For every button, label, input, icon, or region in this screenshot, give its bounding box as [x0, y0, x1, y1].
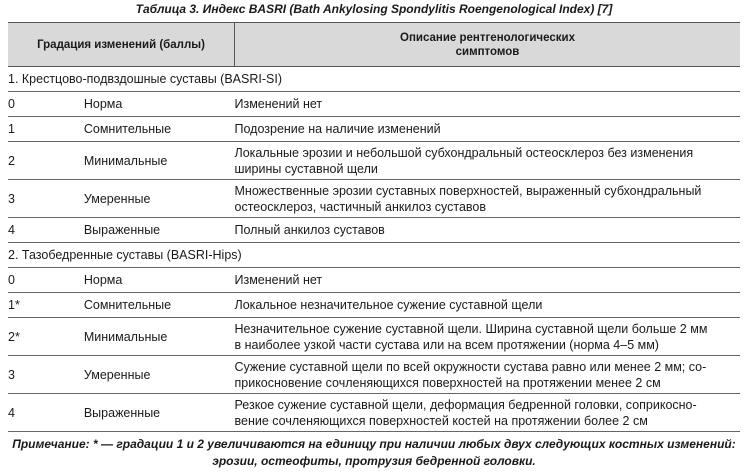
basri-table — [8, 22, 740, 432]
header-grade: Градация изменений (баллы) — [8, 23, 235, 67]
footnote-line1: Примечание: * — градации 1 и 2 увеличиваются на единицу при наличии любых двух следующих костных изменений: — [12, 437, 736, 451]
description-line: Множественные эрозии суставных поверхностей, выраженный субхондральный — [234, 183, 702, 198]
degree-cell: Сомнительные — [84, 117, 235, 142]
degree-cell: Умеренные — [84, 180, 235, 218]
score-cell: 1 — [8, 117, 84, 142]
description-cell — [235, 394, 741, 432]
description-line: Изменений нет — [234, 273, 323, 287]
description-line: Локальные эрозии и небольшой субхондральный остеосклероз без изменения — [234, 145, 694, 160]
description-line: остеосклероз, частичный анкилоз суставов — [234, 199, 487, 214]
description-cell — [235, 142, 741, 180]
header-description-line1: Описание рентгенологических — [400, 31, 575, 44]
description-line: Резкое сужение суставной щели, деформация бедренной головки, соприкосно- — [234, 397, 697, 412]
description-line: в наиболее узкой части сустава или на всем протяжении (норма 4–5 мм) — [234, 337, 659, 352]
degree-cell: Умеренные — [84, 356, 235, 394]
section-row — [8, 67, 740, 92]
description-line: Подозрение на наличие изменений — [234, 122, 441, 136]
score-cell: 2* — [8, 318, 84, 356]
description-line: Сужение суставной щели по всей окружности сустава равно или менее 2 мм; со- — [234, 359, 707, 374]
table-row — [8, 268, 740, 293]
score-cell: 1* — [8, 293, 84, 318]
description-line: Изменений нет — [234, 97, 323, 111]
table-caption: Таблица 3. Индекс BASRI (Bath Ankylosing Spondylitis Roengenological Index) [7] — [135, 2, 613, 16]
degree-cell: Норма — [84, 92, 235, 117]
description-cell — [235, 356, 741, 394]
description-cell — [235, 92, 741, 117]
description-cell — [235, 218, 741, 243]
description-cell — [235, 180, 741, 218]
section-row — [8, 243, 740, 268]
table-row — [8, 318, 740, 356]
table-row — [8, 180, 740, 218]
table-header-row — [8, 23, 740, 67]
description-cell — [235, 318, 741, 356]
degree-cell: Минимальные — [84, 318, 235, 356]
footnote-line2: эрозии, остеофиты, протрузия бедренной головки. — [212, 454, 536, 468]
table-body — [8, 67, 740, 432]
description-line: Незначительное сужение суставной щели. Ширина суставной щели больше 2 мм — [234, 321, 708, 336]
score-cell: 0 — [8, 268, 84, 293]
description-line: вение сочленяющихся поверхностей костей на протяжении более 2 см — [234, 413, 648, 428]
description-cell — [235, 268, 741, 293]
degree-cell: Выраженные — [84, 394, 235, 432]
degree-cell: Минимальные — [84, 142, 235, 180]
score-cell: 0 — [8, 92, 84, 117]
description-cell — [235, 117, 741, 142]
description-line: Локальное незначительное сужение суставной щели — [234, 298, 543, 312]
score-cell: 2 — [8, 142, 84, 180]
degree-cell: Выраженные — [84, 218, 235, 243]
degree-cell: Сомнительные — [84, 293, 235, 318]
header-description — [235, 23, 741, 67]
table-row — [8, 117, 740, 142]
table-row — [8, 356, 740, 394]
score-cell: 3 — [8, 356, 84, 394]
degree-cell: Норма — [84, 268, 235, 293]
description-line: Полный анкилоз суставов — [234, 223, 385, 237]
table-row — [8, 142, 740, 180]
score-cell: 3 — [8, 180, 84, 218]
section-title: 2. Тазобедренные суставы (BASRI-Hips) — [8, 243, 740, 268]
score-cell: 4 — [8, 218, 84, 243]
table-row — [8, 394, 740, 432]
table-row — [8, 92, 740, 117]
header-description-line2: симптомов — [455, 45, 520, 58]
description-line: прикосновение сочленяющихся поверхностей на протяжении менее 2 см — [234, 375, 661, 390]
table-footnote — [0, 436, 748, 470]
section-title: 1. Крестцово-подвздошные суставы (BASRI-SI) — [8, 67, 740, 92]
description-cell — [235, 293, 741, 318]
table-row — [8, 218, 740, 243]
score-cell: 4 — [8, 394, 84, 432]
description-line: ширины суставной щели — [234, 161, 378, 176]
table-row — [8, 293, 740, 318]
